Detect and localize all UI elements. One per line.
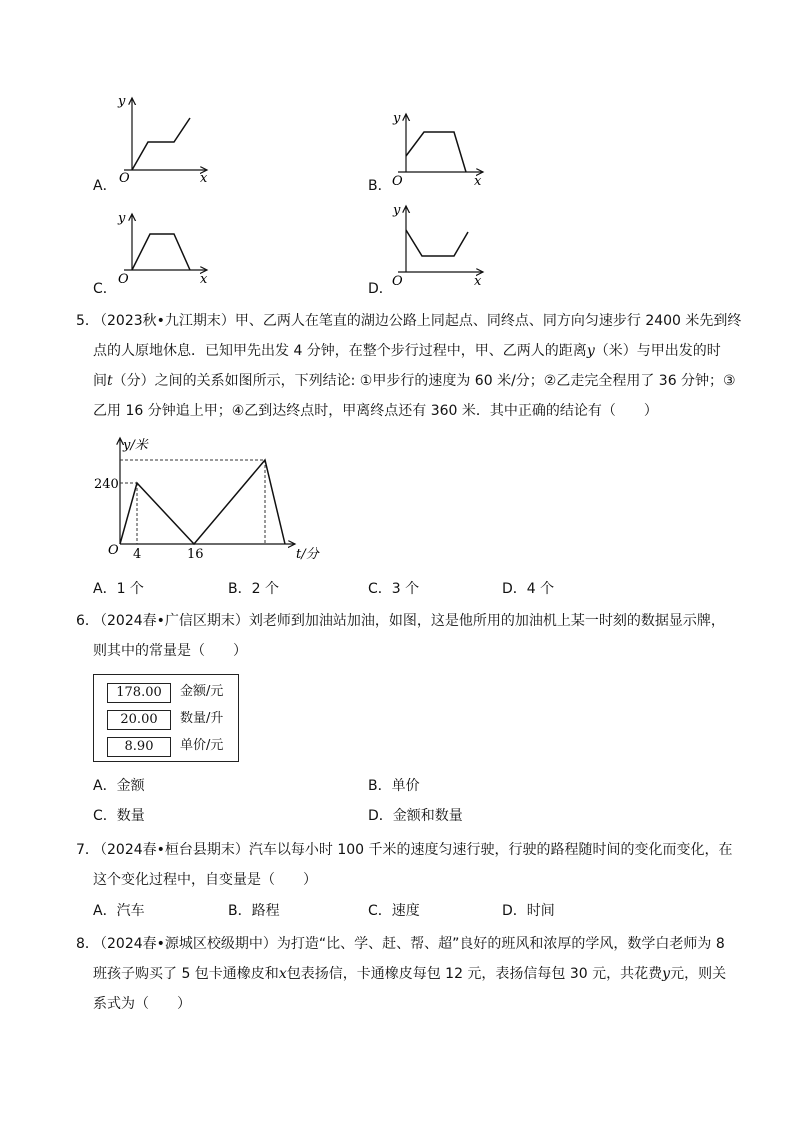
q6-line-1: （2024春•广信区期末）刘老师到加油站加油，如图，这是他所用的加油机上某一时刻的数据显示牌， (93, 613, 725, 629)
origin-label: O (392, 174, 403, 189)
q4-graph-c (112, 208, 217, 288)
y-label: y (118, 211, 126, 226)
q5-option-d: D．4 个 (502, 581, 555, 597)
q7-option-a: A．汽车 (93, 903, 145, 919)
graph-line (132, 234, 190, 270)
x-label: x (474, 174, 482, 189)
var-y: y (662, 966, 671, 982)
q5-distance-chart (90, 432, 350, 568)
graph-line (406, 230, 468, 256)
unit-price-value: 8.90 (107, 737, 171, 757)
origin-label: O (119, 171, 130, 185)
q4-option-b-letter: B． (368, 178, 392, 194)
x-label: x (474, 274, 482, 288)
chart-y-label: y/米 (123, 438, 148, 453)
q6-number: 6． (76, 613, 99, 629)
q4-graph-a (112, 90, 217, 185)
q6-option-c: C．数量 (93, 808, 145, 824)
tick-16: 16 (187, 547, 204, 562)
q4-option-d-letter: D． (368, 281, 393, 297)
q5-line-1: （2023秋•九江期末）甲、乙两人在笔直的湖边公路上同起点、同终点、同方向匀速步行 2400 米先到终 (93, 313, 742, 329)
tick-4: 4 (133, 547, 142, 562)
chart-x-label: t/分 (296, 547, 319, 562)
q5-option-c: C．3 个 (368, 581, 420, 597)
q8-number: 8． (76, 936, 99, 952)
tick-240: 240 (94, 477, 119, 492)
q4-graph-d (388, 200, 493, 288)
q6-option-d: D．金额和数量 (368, 808, 463, 824)
quantity-value: 20.00 (107, 710, 171, 730)
q7-option-b: B．路程 (228, 903, 280, 919)
q4-graph-b (388, 110, 493, 192)
y-label: y (393, 203, 401, 218)
q7-option-c: C．速度 (368, 903, 420, 919)
y-label: y (118, 94, 126, 109)
q5-number: 5． (76, 313, 99, 329)
origin-label: O (118, 272, 129, 287)
q5-option-a: A．1 个 (93, 581, 144, 597)
distance-line (120, 460, 285, 544)
q7-line-1: （2024春•桓台县期末）汽车以每小时 100 千米的速度匀速行驶，行驶的路程随时间的变化而变化，在 (93, 842, 733, 858)
x-label: x (200, 171, 208, 185)
x-label: x (200, 272, 208, 287)
var-t: t (107, 373, 113, 389)
q5-line-3: 间t（分）之间的关系如图所示，下列结论: ①甲步行的速度为 60 米/分；②乙走完全程用了 36 分钟；③ (93, 373, 736, 389)
var-y: y (586, 343, 595, 359)
q8-line-1: （2024春•源城区校级期中）为打造“比、学、赶、帮、超”良好的班风和浓厚的学风，数学白老师为 8 (93, 936, 725, 952)
q7-number: 7． (76, 842, 99, 858)
q5-option-b: B．2 个 (228, 581, 279, 597)
q5-line-2: 点的人原地休息．已知甲先出发 4 分钟，在整个步行过程中，甲、乙两人的距离y（米）与甲出发的时 (93, 343, 721, 359)
q8-line-3: 系式为（ ） (93, 996, 191, 1012)
y-label: y (393, 111, 401, 126)
q6-option-b: B．单价 (368, 778, 420, 794)
fuel-pump-display (93, 674, 239, 762)
q4-option-c-letter: C． (93, 281, 117, 297)
q7-line-2: 这个变化过程中，自变量是（ ） (93, 872, 317, 888)
amount-label: 金额/元 (180, 684, 224, 699)
q7-option-d: D．时间 (502, 903, 555, 919)
q8-line-2: 班孩子购买了 5 包卡通橡皮和x包表扬信，卡通橡皮每包 12 元，表扬信每包 30 元，共花费y元，则关 (93, 966, 727, 982)
graph-line (406, 132, 466, 172)
chart-origin: O (108, 543, 119, 558)
q6-option-a: A．金额 (93, 778, 145, 794)
graph-line (132, 118, 190, 170)
q4-option-a-letter: A． (93, 178, 117, 194)
origin-label: O (392, 274, 403, 288)
amount-value: 178.00 (107, 683, 171, 703)
var-x: x (278, 966, 287, 982)
q5-line-4: 乙用 16 分钟追上甲；④乙到达终点时，甲离终点还有 360 米．其中正确的结论有（ ） (93, 403, 658, 419)
q6-line-2: 则其中的常量是（ ） (93, 643, 247, 659)
unit-price-label: 单价/元 (180, 738, 224, 753)
quantity-label: 数量/升 (180, 711, 224, 726)
